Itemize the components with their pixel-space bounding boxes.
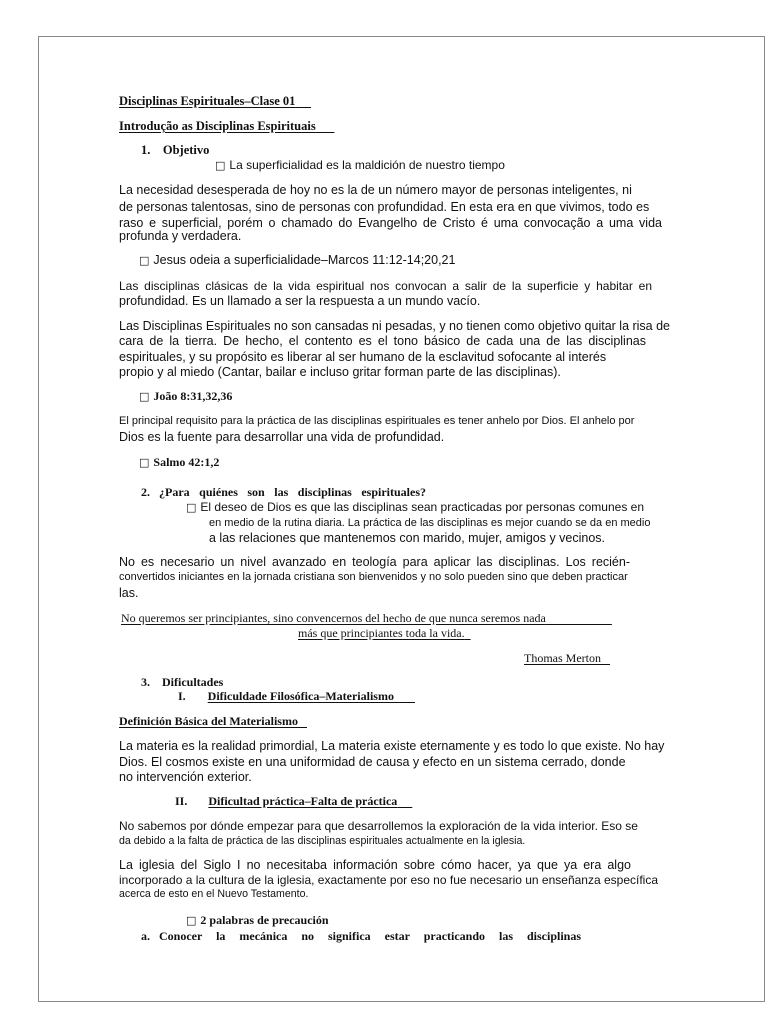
s2-bullet-line: a las relaciones que mantenemos con marido, mujer, amigos y vecinos. <box>209 531 606 545</box>
document-title: Disciplinas Espirituales–Clase 01 <box>119 94 296 108</box>
materialism-definition-heading: Definición Básica del Materialismo <box>119 714 298 728</box>
s1-p3-line: Las Disciplinas Espirituales no son cansadas ni pesadas, y no tienen como objetivo quitar la risa de <box>119 319 671 333</box>
s1-p4-line: Dios es la fuente para desarrollar una vida de profundidad. <box>119 430 445 444</box>
scripture-ref-salmo: □ Salmo 42:1,2 <box>139 455 220 469</box>
quote-line: más que principiantes toda la vida. <box>298 626 465 640</box>
s1-p3-line: espirituales, y su propósito es liberar al ser humano de la esclavitud sofocante al interés <box>119 350 607 364</box>
document-subtitle: Introdução as Disciplinas Espirituais <box>119 119 316 133</box>
caution-item-a: a. Conocer la mecánica no significa estar practicando las disciplinas <box>141 929 581 943</box>
section-2-heading: 2. ¿Para quiénes son las disciplinas espirituales? <box>141 485 426 499</box>
s1-p1-line: de personas talentosas, sino de personas con profundidad. En esta era en que vivimos, todo es <box>119 200 650 214</box>
s3-p3-line: acerca de esto en el Nuevo Testamento. <box>119 888 309 900</box>
scripture-ref-joao: □ João 8:31,32,36 <box>139 389 233 403</box>
s3-p1-line: La materia es la realidad primordial, La materia existe eternamente y es todo lo que existe. No hay <box>119 739 665 753</box>
s1-p3-line: propio y al miedo (Cantar, bailar e incluso gritar forman parte de las disciplinas). <box>119 365 561 379</box>
checkbox-bullet-icon: □ <box>139 456 150 469</box>
s3-p1-line: no intervención exterior. <box>119 770 252 784</box>
s1-p1-line: La necesidad desesperada de hoy no es la de un número mayor de personas inteligentes, ni <box>119 183 632 197</box>
document-page <box>38 36 765 1002</box>
s3-p1-line: Dios. El cosmos existe en una uniformidad de causa y efecto en un sistema cerrado, donde <box>119 755 626 769</box>
checkbox-bullet-icon: □ <box>215 159 226 172</box>
scripture-ref-marcos: □ Jesus odeia a superficialidade–Marcos 11:12-14;20,21 <box>139 253 456 267</box>
s2-p1-line: las. <box>119 586 139 600</box>
subsection-II-heading: II. Dificultad práctica–Falta de práctica <box>175 794 398 808</box>
section-3-heading: 3. Dificultades <box>141 675 224 689</box>
section-1-bullet: □ La superficialidad es la maldición de nuestro tiempo <box>215 158 505 172</box>
s2-p1-line: convertidos iniciantes en la jornada cristiana son bienvenidos y no solo pueden sino que deben practicar <box>119 571 628 583</box>
quote-author: Thomas Merton <box>524 651 601 665</box>
s3-p2-line: da debido a la falta de práctica de las disciplinas espirituales actualmente en la iglesia. <box>119 835 526 847</box>
s3-p3-line: incorporado a la cultura de la iglesia, exactamente por eso no fue necesario un enseñanza específica <box>119 873 659 887</box>
s3-p2-line: No sabemos por dónde empezar para que desarrollemos la exploración de la vida interior. Eso se <box>119 819 638 833</box>
s1-p2-line: profundidad. Es un llamado a ser la respuesta a un mundo vacío. <box>119 294 481 308</box>
s1-p1-line: raso e superficial, porém o chamado do Evangelho de Cristo é uma convocação a uma vida <box>119 216 662 230</box>
s2-bullet-line: □ El deseo de Dios es que las disciplinas sean practicadas por personas comunes en <box>186 500 644 514</box>
checkbox-bullet-icon: □ <box>186 501 197 514</box>
s1-p1-line: profunda y verdadera. <box>119 229 242 243</box>
checkbox-bullet-icon: □ <box>186 914 197 927</box>
caution-heading: □ 2 palabras de precaución <box>186 913 329 927</box>
s3-p3-line: La iglesia del Siglo I no necesitaba información sobre cómo hacer, ya que ya era algo <box>119 858 631 872</box>
s1-p4-line: El principal requisito para la práctica de las disciplinas espirituales es tener anhelo por Dios. El anhelo por <box>119 415 635 427</box>
section-1-heading: 1. Objetivo <box>141 143 210 157</box>
s1-p2-line: Las disciplinas clásicas de la vida espiritual nos convocan a salir de la superficie y habitar en <box>119 279 652 293</box>
s2-p1-line: No es necesario un nivel avanzado en teología para aplicar las disciplinas. Los recién- <box>119 555 630 569</box>
s2-bullet-line: en medio de la rutina diaria. La práctica de las disciplinas es mejor cuando se da en medio <box>209 517 651 529</box>
subsection-I-heading: I. Dificuldade Filosófica–Materialismo <box>178 689 394 703</box>
quote-line: No queremos ser principiantes, sino convencernos del hecho de que nunca seremos nada <box>121 611 546 625</box>
checkbox-bullet-icon: □ <box>139 390 150 403</box>
document-content <box>39 37 765 1002</box>
checkbox-bullet-icon: □ <box>139 254 150 267</box>
s1-p3-line: cara de la tierra. De hecho, el contento es el tono básico de cada una de las disciplinas <box>119 334 646 348</box>
